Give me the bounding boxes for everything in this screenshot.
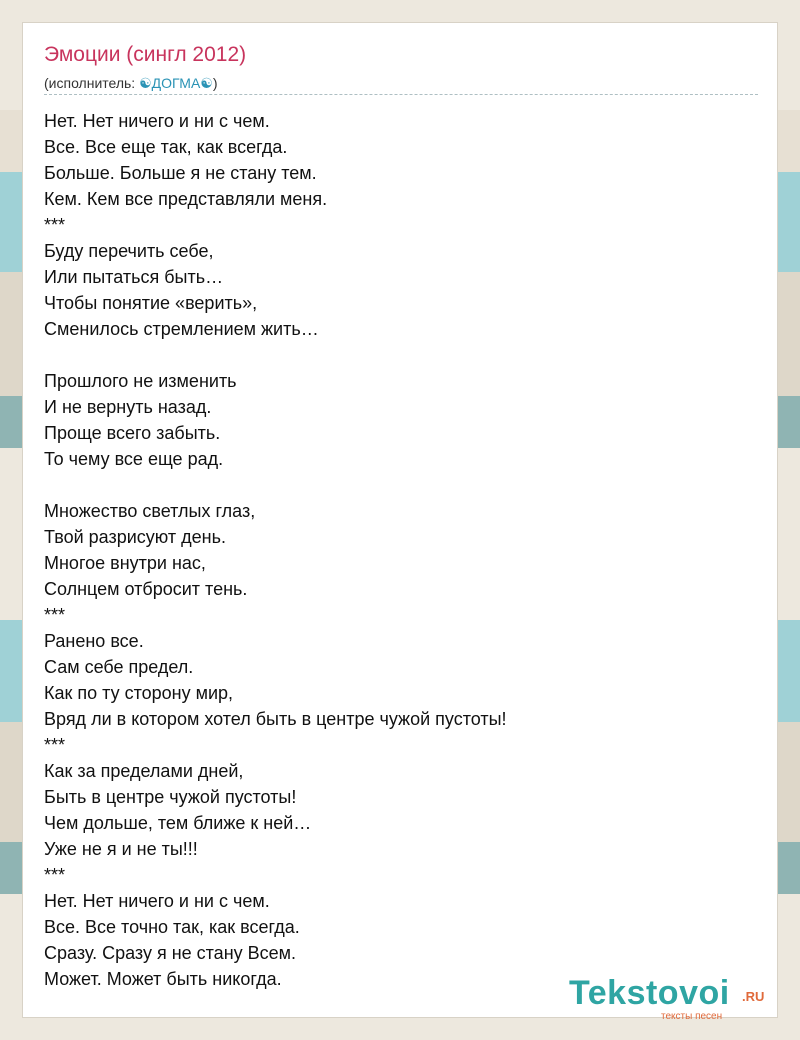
lyrics-text: [44, 108, 764, 992]
lyric-line: Сам себе предел.: [44, 657, 194, 677]
artist-line: [44, 75, 218, 92]
logo-wordmark: Tekstovoi: [569, 974, 730, 1012]
lyric-line: Как за пределами дней,: [44, 761, 244, 781]
lyric-line: ***: [44, 735, 66, 755]
site-logo[interactable]: [569, 974, 779, 1022]
lyric-line: Уже не я и не ты!!!: [44, 839, 198, 859]
lyric-line: ***: [44, 865, 66, 885]
lyric-line: Может. Может быть никогда.: [44, 969, 282, 989]
lyric-line: Чем дольше, тем ближе к ней…: [44, 813, 312, 833]
logo-tagline: тексты песен: [661, 1011, 723, 1022]
lyric-line: Множество светлых глаз,: [44, 501, 256, 521]
logo-domain: .RU: [742, 989, 765, 1004]
lyric-line: Все. Все еще так, как всегда.: [44, 137, 288, 157]
lyric-line: Ранено все.: [44, 631, 144, 651]
lyric-line: Буду перечить себе,: [44, 241, 214, 261]
artist-suffix: ): [212, 75, 218, 91]
lyric-line: ***: [44, 215, 66, 235]
lyric-line: Чтобы понятие «верить»,: [44, 293, 258, 313]
lyric-line: Вряд ли в котором хотел быть в центре чужой пустоты!: [44, 709, 507, 729]
lyric-line: Быть в центре чужой пустоты!: [44, 787, 297, 807]
artist-link[interactable]: ☯ДОГМА☯: [139, 75, 213, 91]
lyrics-card: [22, 22, 778, 1022]
lyric-line: Прошлого не изменить: [44, 371, 237, 391]
lyric-line: То чему все еще рад.: [44, 449, 224, 469]
lyric-line: Проще всего забыть.: [44, 423, 221, 443]
lyric-line: Сменилось стремлением жить…: [44, 319, 319, 339]
lyric-line: Солнцем отбросит тень.: [44, 579, 248, 599]
song-title: Эмоции (сингл 2012): [44, 43, 247, 66]
lyric-line: [44, 472, 764, 498]
lyric-line: Нет. Нет ничего и ни с чем.: [44, 891, 270, 911]
lyric-line: Больше. Больше я не стану тем.: [44, 163, 317, 183]
lyric-line: Сразу. Сразу я не стану Всем.: [44, 943, 297, 963]
artist-prefix: (исполнитель:: [44, 75, 140, 91]
lyric-line: [44, 342, 764, 368]
lyric-line: Кем. Кем все представляли меня.: [44, 189, 328, 209]
lyric-line: Твой разрисуют день.: [44, 527, 226, 547]
lyric-line: Или пытаться быть…: [44, 267, 224, 287]
lyric-line: Нет. Нет ничего и ни с чем.: [44, 111, 270, 131]
divider: [44, 94, 758, 95]
lyric-line: И не вернуть назад.: [44, 397, 212, 417]
lyric-line: Многое внутри нас,: [44, 553, 206, 573]
lyric-line: ***: [44, 605, 66, 625]
lyric-line: Как по ту сторону мир,: [44, 683, 234, 703]
lyric-line: Все. Все точно так, как всегда.: [44, 917, 300, 937]
